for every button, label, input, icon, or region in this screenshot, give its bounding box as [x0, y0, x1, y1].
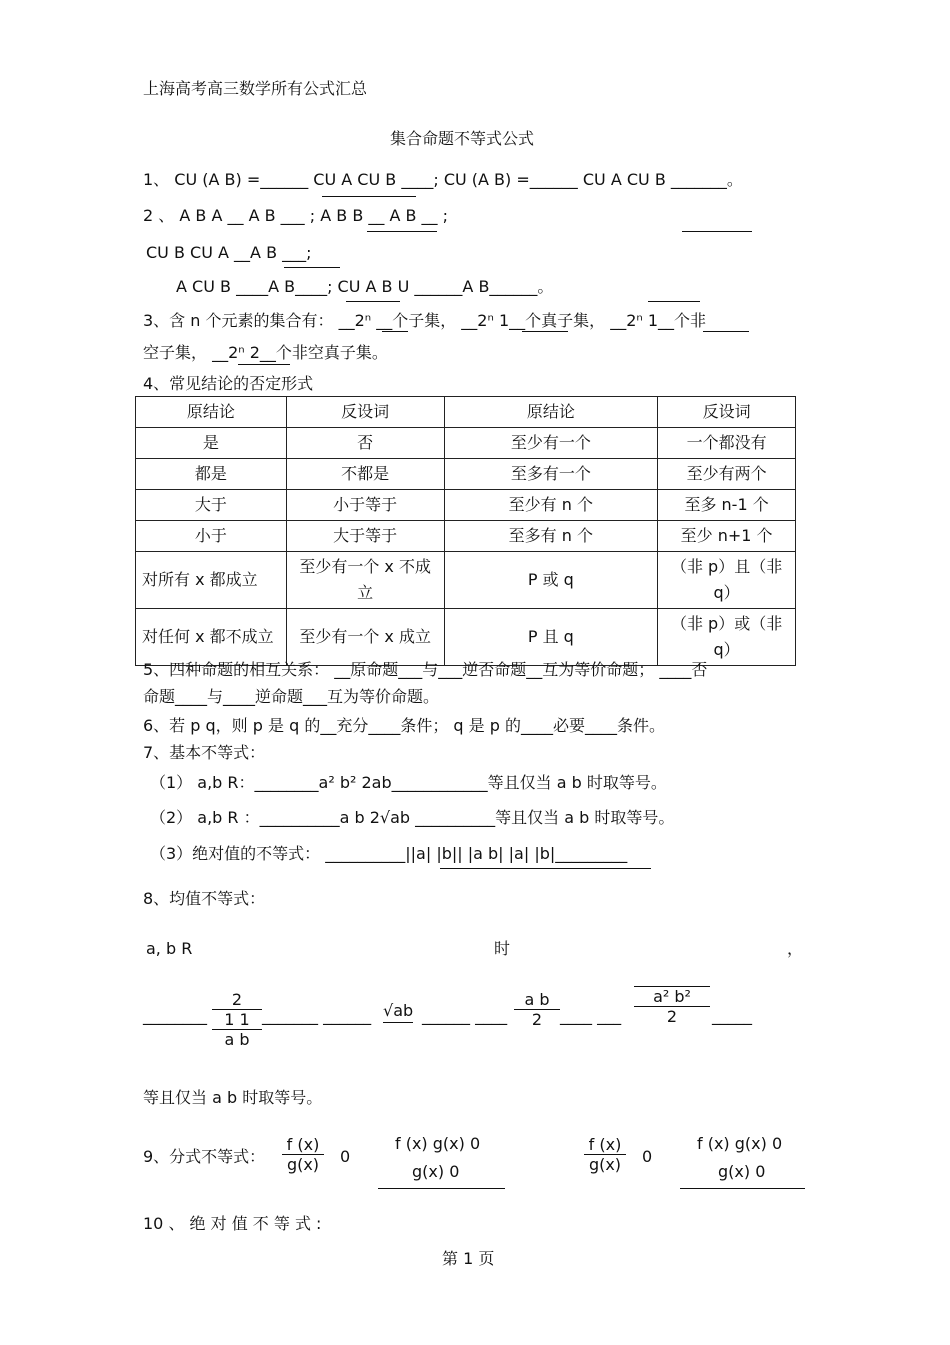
arithmetic-mean [514, 990, 560, 1029]
fraction-numerator: a b [524, 990, 550, 1009]
answer-underline [440, 868, 651, 869]
document-title: 上海高考高三数学所有公式汇总 [143, 79, 368, 98]
table-row [136, 609, 796, 666]
answer-underline [648, 301, 700, 302]
item-8-condition: a, b R [146, 939, 193, 958]
table-cell: 至多有一个 [444, 459, 658, 490]
table-cell: 至少有一个 [444, 428, 658, 459]
answer-underline [382, 331, 408, 332]
item-3-line-b: 空子集， __2ⁿ 2__个非空真子集。 [143, 343, 388, 362]
blank-line: _______ ______ [262, 1006, 372, 1025]
fraction-f-over-g [584, 1135, 626, 1174]
table-row [136, 552, 796, 609]
fraction-denominator: 1 1 [212, 1009, 262, 1029]
table-cell: 至少有一个 x 不成立 [286, 552, 444, 609]
item-5-line-a: 5、四种命题的相互关系： __原命题___与___逆否命题__互为等价命题； ____否 [143, 660, 708, 679]
item-8-tail: 等且仅当 a b 时取等号。 [143, 1088, 323, 1107]
section-title: 集合命题不等式公式 [390, 129, 535, 148]
table-header-cell: 反设词 [286, 397, 444, 428]
zero-value: 0 [340, 1147, 351, 1166]
fraction-f-over-g [282, 1135, 324, 1174]
table-cell: 小于等于 [286, 490, 444, 521]
fraction-numerator: 2 [231, 990, 243, 1009]
table-row [136, 428, 796, 459]
item-8-comma: ， [787, 939, 804, 958]
blank-line: ______ ____ [422, 1006, 508, 1025]
table-row [136, 490, 796, 521]
fraction-numerator: f (x) [588, 1135, 622, 1154]
table-header-cell: 原结论 [444, 397, 658, 428]
zero-value: 0 [642, 1147, 653, 1166]
fraction-numerator: a² b² [634, 986, 710, 1006]
answer-underline [680, 1188, 805, 1189]
item-5-line-b: 命题____与____逆命题___互为等价命题。 [143, 687, 440, 706]
table-cell: 至少有两个 [658, 459, 796, 490]
table-row [136, 521, 796, 552]
system-2-line-b: g(x) 0 [718, 1162, 766, 1181]
answer-underline [703, 331, 749, 332]
answer-underline [682, 231, 752, 232]
table-cell: 对任何 x 都不成立 [136, 609, 287, 666]
fraction-denominator: g(x) [584, 1154, 626, 1174]
table-cell: （非 p）或（非 q） [658, 609, 796, 666]
table-cell: 是 [136, 428, 287, 459]
quadratic-mean [634, 986, 710, 1026]
system-2-line-a: f (x) g(x) 0 [697, 1134, 783, 1153]
answer-underline [367, 231, 437, 232]
answer-underline [346, 301, 400, 302]
item-4-heading: 4、常见结论的否定形式 [143, 374, 314, 393]
item-3-line-a: 3、含 n 个元素的集合有： __2ⁿ __个子集， __2ⁿ 1__个真子集， __2ⁿ 1__个非 [143, 311, 707, 330]
blank-line: _____ [712, 1006, 752, 1025]
negation-table [135, 396, 796, 666]
table-cell: 对所有 x 都成立 [136, 552, 287, 609]
table-cell: 至多 n-1 个 [658, 490, 796, 521]
item-7-heading: 7、基本不等式： [143, 743, 266, 762]
table-cell: 不都是 [286, 459, 444, 490]
table-cell: 至少有一个 x 成立 [286, 609, 444, 666]
item-7-2: （2） a,b R ：__________a b 2√ab __________等且仅当 a b 时取等号。 [150, 808, 675, 827]
answer-underline [378, 1188, 505, 1189]
table-cell: 一个都没有 [658, 428, 796, 459]
table-cell: 大于 [136, 490, 287, 521]
table-cell: 都是 [136, 459, 287, 490]
fraction-denominator: g(x) [282, 1154, 324, 1174]
table-header-cell: 原结论 [136, 397, 287, 428]
table-cell: 至少 n+1 个 [658, 521, 796, 552]
page-footer: 第 1 页 [442, 1249, 495, 1268]
table-cell: 至少有 n 个 [444, 490, 658, 521]
table-cell: P 且 q [444, 609, 658, 666]
geometric-mean: √ab [383, 1000, 413, 1023]
item-7-3: （3）绝对值的不等式： __________||a| |b|| |a b| |a| |b|_________ [150, 844, 628, 863]
blank-line: ________ [143, 1006, 207, 1025]
table-cell: 否 [286, 428, 444, 459]
system-1-line-b: g(x) 0 [412, 1162, 460, 1181]
blank-line: ____ ___ [560, 1006, 622, 1025]
table-cell: 小于 [136, 521, 287, 552]
fraction-denominator: 2 [634, 1006, 710, 1026]
table-header-row [136, 397, 796, 428]
system-1-line-a: f (x) g(x) 0 [395, 1134, 481, 1153]
table-header-cell: 反设词 [658, 397, 796, 428]
item-2-line-b: CU B CU A __A B ___; [146, 243, 312, 262]
item-6: 6、若 p q，则 p 是 q 的__充分____条件； q 是 p 的____必要____条件。 [143, 716, 665, 735]
fraction-denominator-sub: a b [212, 1029, 262, 1049]
harmonic-mean [212, 990, 262, 1049]
item-2-line-c: A CU B ____A B____; CU A B U ______A B______。 [176, 277, 554, 296]
answer-underline [322, 196, 416, 197]
item-7-1: （1） a,b R：________a² b² 2ab____________等且仅当 a b 时取等号。 [150, 773, 667, 792]
table-cell: 至多有 n 个 [444, 521, 658, 552]
answer-underline [284, 267, 340, 268]
table-cell: 大于等于 [286, 521, 444, 552]
answer-underline [238, 364, 290, 365]
table-row [136, 459, 796, 490]
table-cell: （非 p）且（非 q） [658, 552, 796, 609]
item-9-label: 9、分式不等式： [143, 1147, 266, 1166]
item-8-when: 时 [494, 939, 511, 958]
item-10: 10 、 绝 对 值 不 等 式 : [143, 1214, 322, 1233]
item-1: 1、 CU (A B) =______ CU A CU B ____; CU (A B) =______ CU A CU B _______。 [143, 170, 743, 189]
item-8-heading: 8、均值不等式： [143, 889, 266, 908]
table-cell: P 或 q [444, 552, 658, 609]
fraction-numerator: f (x) [286, 1135, 320, 1154]
item-2-line-a: 2 、 A B A __ A B ___ ; A B B __ A B __ ; [143, 206, 449, 225]
fraction-denominator: 2 [514, 1009, 560, 1029]
answer-underline [522, 331, 568, 332]
